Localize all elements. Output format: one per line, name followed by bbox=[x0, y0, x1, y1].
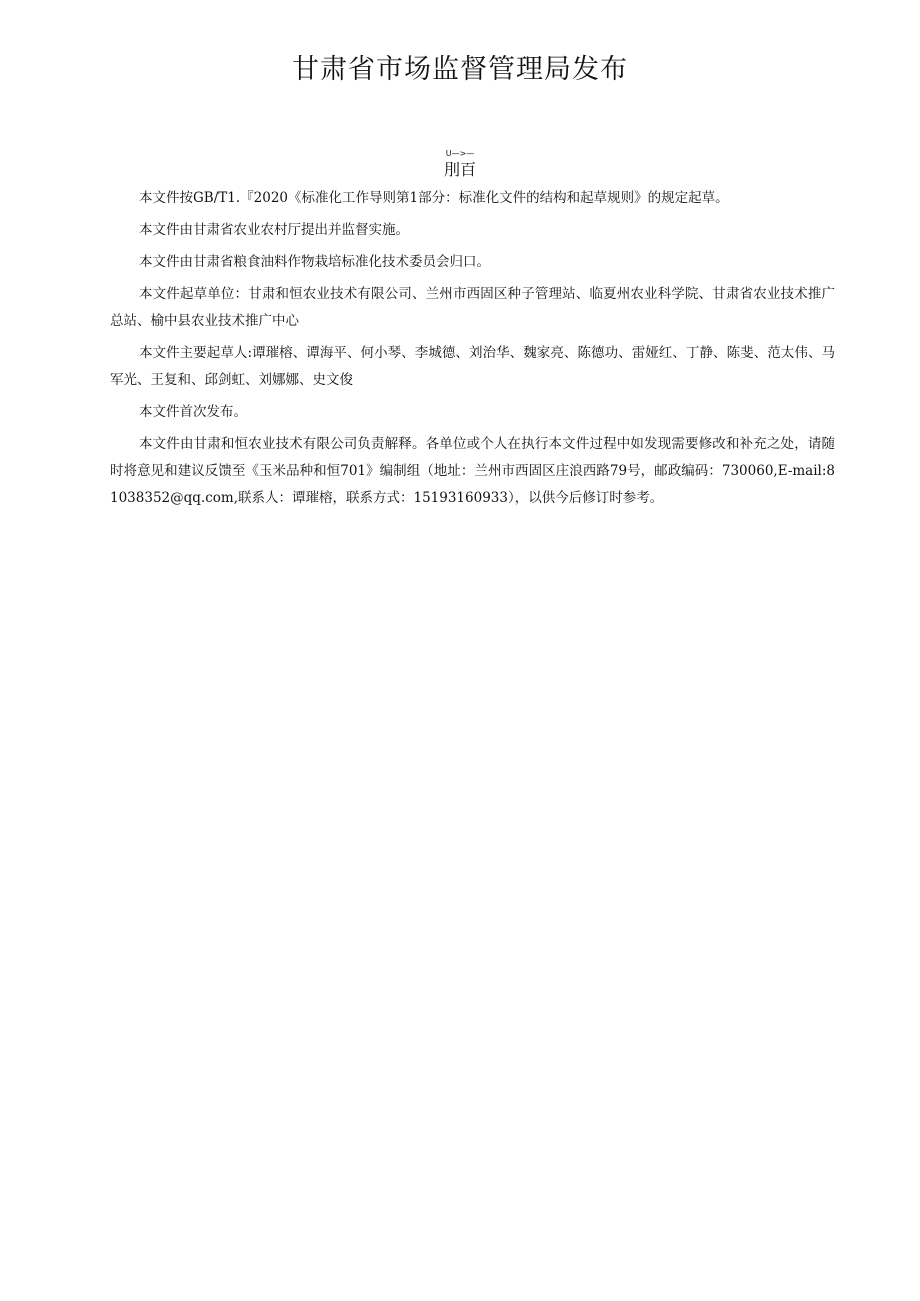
paragraph-drafting-units: 本文件起草单位：甘肃和恒农业技术有限公司、兰州市西固区种子管理站、临夏州农业科学院、甘肃省农业技术推广总站、榆中县农业技术推广中心 bbox=[110, 286, 835, 329]
paragraph-interpretation: 本文件由甘肃和恒农业技术有限公司负责解释。各单位或个人在执行本文件过程中如发现需要修改和补充之处，请随时将意见和建议反馈至《玉米品种和恒701》编制组（地址：兰州市西固区庄浪西路79号，邮政编码：730060,E-mail:81038352@qq.com,联系人：谭璀榕，联系方式：15193160933），以供今后修订时参考。 bbox=[110, 436, 835, 506]
document-body bbox=[110, 185, 835, 517]
publisher-title: 甘肃省市场监督管理局发布 bbox=[292, 54, 628, 85]
paragraph-committee: 本文件由甘肃省粮食油料作物栽培标准化技术委员会归口。 bbox=[139, 254, 490, 270]
section-heading: 刖百 bbox=[443, 160, 476, 179]
paragraph-proposer: 本文件由甘肃省农业农村厅提出并监督实施。 bbox=[139, 222, 409, 238]
paragraph-first-release: 本文件首次发布。 bbox=[139, 404, 247, 420]
heading-mark: U—>— bbox=[445, 149, 475, 158]
paragraph-drafters: 本文件主要起草人:谭璀榕、谭海平、何小琴、李城德、刘治华、魏家亮、陈德功、雷娅红、丁静、陈斐、范太伟、马军光、王复和、邱剑虹、刘娜娜、史文俊 bbox=[110, 345, 835, 388]
paragraph-drafting-rule: 本文件按GB/T1.『2020《标准化工作导则第1部分：标准化文件的结构和起草规则》的规定起草。 bbox=[139, 190, 729, 206]
